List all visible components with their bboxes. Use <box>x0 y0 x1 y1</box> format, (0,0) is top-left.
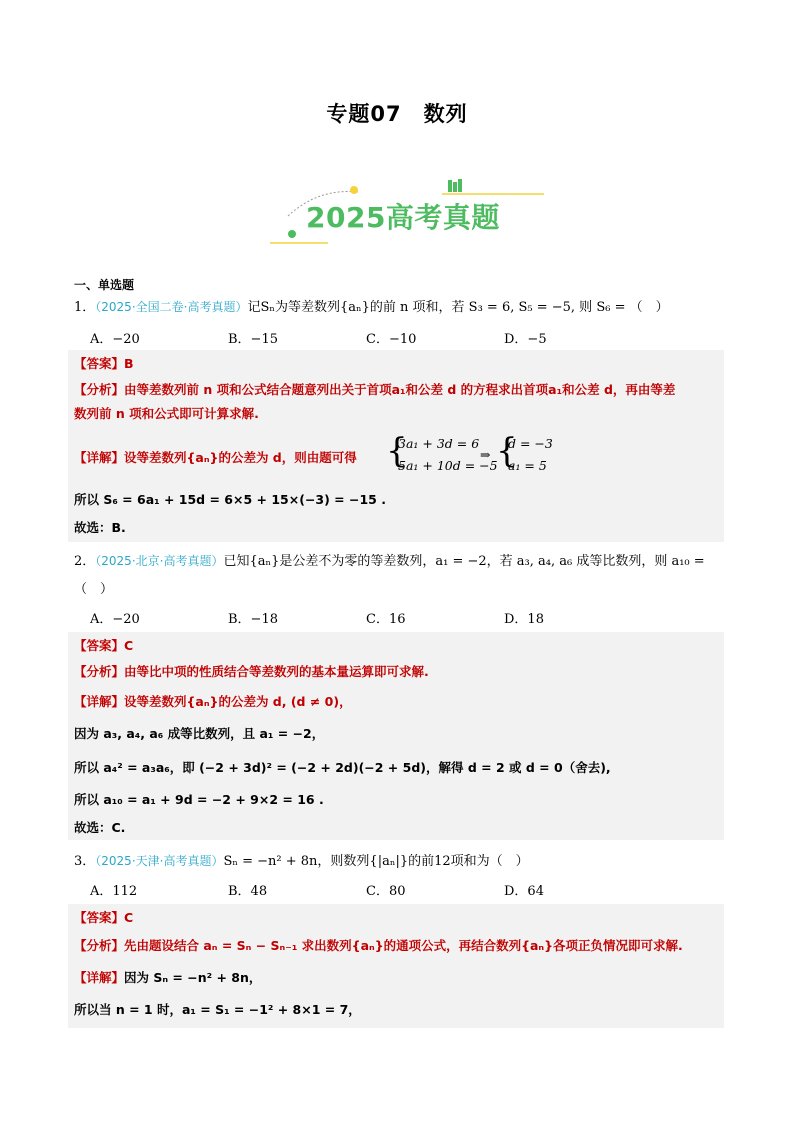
system-eq-2: 5a₁ + 10d = −5 <box>398 458 498 473</box>
option-d: D．18 <box>504 612 544 627</box>
analysis-line <box>74 380 675 398</box>
detail-label: 【详解】 <box>74 970 125 985</box>
question-number: 2． <box>74 554 96 569</box>
implies-arrow-icon: ⇒ <box>480 447 491 462</box>
option-b: B．−18 <box>228 612 278 627</box>
question-1-options <box>90 328 690 347</box>
detail-line <box>74 448 357 466</box>
detail-text: 设等差数列{aₙ}的公差为 d, (d ≠ 0)， <box>124 694 352 709</box>
option-a: A．−20 <box>90 332 140 347</box>
option-c: C．−10 <box>366 332 417 347</box>
page-title: 专题07 数列 <box>326 102 468 126</box>
system-eq-1: 3a₁ + 3d = 6 <box>398 436 480 451</box>
question-1-stem <box>74 296 669 315</box>
option-a: A．112 <box>90 884 138 899</box>
option-a: A．−20 <box>90 612 140 627</box>
answer-line <box>74 354 134 372</box>
answer-line <box>74 908 133 926</box>
analysis-text: 由等差数列前 n 项和公式结合题意列出关于首项a₁和公差 d 的方程求出首项a₁和公差 d，再由等差 <box>124 382 676 397</box>
solution-eq-1: d = −3 <box>508 436 553 451</box>
analysis-text-2: 数列前 n 项和公式即可计算求解. <box>74 406 259 421</box>
option-d: D．64 <box>504 884 544 899</box>
detail-line-3 <box>74 758 611 776</box>
conclusion-line <box>74 518 126 536</box>
detail-line-2 <box>74 490 386 508</box>
conclusion-text: 故选：B. <box>74 520 126 535</box>
detail-text-2: 所以当 n = 1 时，a₁ = S₁ = −1² + 8×1 = 7， <box>74 1002 361 1017</box>
question-3-stem <box>74 850 529 869</box>
detail-line-4 <box>74 790 324 808</box>
conclusion-line <box>74 818 125 836</box>
detail-label: 【详解】 <box>74 450 125 465</box>
detail-line <box>74 692 352 710</box>
answer-value: C <box>124 910 134 925</box>
question-text: 已知{aₙ}是公差不为零的等差数列，a₁ = −2，若 a₃, a₄, a₆ 成等比数列，则 a₁₀ = <box>223 554 705 569</box>
analysis-label: 【分析】 <box>74 382 125 397</box>
detail-label: 【详解】 <box>74 694 125 709</box>
question-number: 3． <box>74 854 96 869</box>
answer-line <box>74 636 133 654</box>
option-c: C．16 <box>366 612 406 627</box>
answer-label: 【答案】 <box>74 356 125 371</box>
detail-text-4: 所以 a₁₀ = a₁ + 9d = −2 + 9×2 = 16 . <box>74 792 324 807</box>
banner <box>268 178 548 250</box>
question-text: Sₙ = −n² + 8n，则数列{|aₙ|}的前12项和为（ ） <box>223 854 529 869</box>
question-2-solution <box>68 632 724 840</box>
detail-text-2: 因为 a₃, a₄, a₆ 成等比数列，且 a₁ = −2， <box>74 726 325 741</box>
answer-value: B <box>124 356 134 371</box>
detail-line-2 <box>74 724 324 742</box>
left-brace-icon: { <box>386 431 408 471</box>
banner-title: 2025高考真题 <box>306 201 500 234</box>
detail-text: 设等差数列{aₙ}的公差为 d，则由题可得 <box>124 450 357 465</box>
analysis-text: 由等比中项的性质结合等差数列的基本量运算即可求解. <box>124 664 429 679</box>
analysis-line-2 <box>74 404 259 422</box>
detail-text-2: 所以 S₆ = 6a₁ + 15d = 6×5 + 15×(−3) = −15 . <box>74 492 386 507</box>
analysis-line <box>74 662 429 680</box>
answer-value: C <box>124 638 134 653</box>
conclusion-text: 故选：C. <box>74 820 126 835</box>
detail-text-3: 所以 a₄² = a₃a₆，即 (−2 + 3d)² = (−2 + 2d)(−2 + 5d)，解得 d = 2 或 d = 0（舍去), <box>74 760 611 775</box>
question-3-solution <box>68 904 724 1028</box>
section-heading: 一、单选题 <box>74 278 135 292</box>
question-2-stem-2: （ ） <box>74 582 114 597</box>
detail-line-2 <box>74 1000 361 1018</box>
option-c: C．80 <box>366 884 406 899</box>
analysis-text: 先由题设结合 aₙ = Sₙ − Sₙ₋₁ 求出数列{aₙ}的通项公式，再结合数列{aₙ}各项正负情况即可求解. <box>124 938 683 953</box>
question-2-options <box>90 608 690 627</box>
detail-line <box>74 968 261 986</box>
solution-eq-2: a₁ = 5 <box>508 458 547 473</box>
right-brace-icon: { <box>496 431 518 471</box>
option-b: B．48 <box>228 884 268 899</box>
analysis-line <box>74 936 683 954</box>
detail-text: 因为 Sₙ = −n² + 8n， <box>124 970 262 985</box>
option-b: B．−15 <box>228 332 278 347</box>
option-d: D．−5 <box>504 332 547 347</box>
question-source: （2025·天津·高考真题） <box>95 854 224 868</box>
question-3-options <box>90 880 690 899</box>
answer-label: 【答案】 <box>74 910 125 925</box>
question-text: 记Sₙ为等差数列{aₙ}的前 n 项和，若 S₃ = 6, S₅ = −5, 则 S₆ = （ ） <box>247 300 669 315</box>
question-source: （2025·北京·高考真题） <box>95 554 224 568</box>
analysis-label: 【分析】 <box>74 664 125 679</box>
analysis-label: 【分析】 <box>74 938 125 953</box>
answer-label: 【答案】 <box>74 638 125 653</box>
question-2-stem <box>74 550 705 569</box>
question-number: 1． <box>74 300 96 315</box>
question-source: （2025·全国二卷·高考真题） <box>95 300 248 314</box>
question-1-solution <box>68 350 724 542</box>
